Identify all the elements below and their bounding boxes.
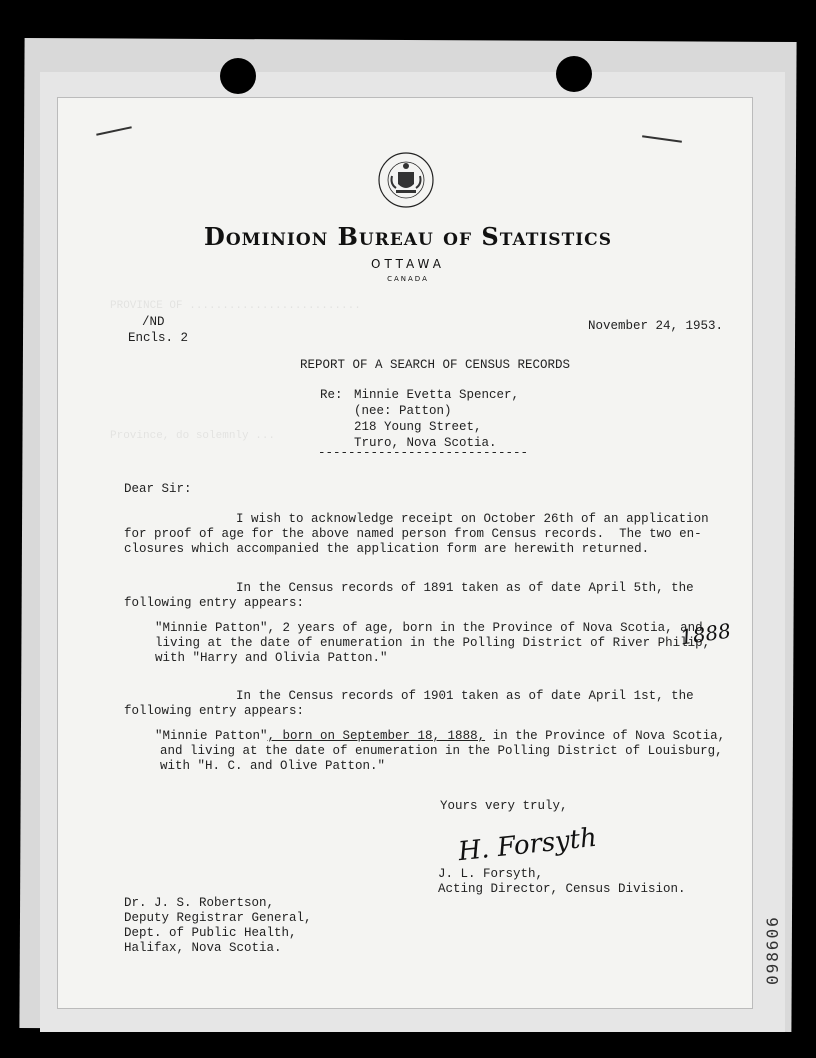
org-country: CANADA [387,275,429,283]
recipient-line: Dr. J. S. Robertson, [124,896,275,910]
re-line: Minnie Evetta Spencer, [354,388,520,402]
quote-line [155,729,725,744]
file-ref: /ND [142,315,165,329]
signer-title: Acting Director, Census Division. [438,882,686,896]
document-number: 098606 [763,915,782,985]
coat-of-arms-seal [376,146,436,218]
recipient-line: Deputy Registrar General, [124,911,312,925]
quote-start: "Minnie Patton" [155,729,268,743]
re-line: (nee: Patton) [354,404,452,418]
body-line: I wish to acknowledge receipt on October 26th of an application [236,512,709,526]
body-line: In the Census records of 1891 taken as of date April 5th, the [236,581,694,595]
report-title: REPORT OF A SEARCH OF CENSUS RECORDS [300,358,571,372]
closing: Yours very truly, [440,799,568,813]
body-line: following entry appears: [124,596,305,610]
recipient-line: Halifax, Nova Scotia. [124,941,282,955]
re-line: 218 Young Street, [354,420,482,434]
signature: H. Forsyth [456,822,599,868]
body-line: closures which accompanied the application form are herewith returned. [124,542,650,556]
handwritten-margin-note: 1888 [678,618,733,650]
bleed-through-text: PROVINCE OF .......................... [110,300,361,312]
re-label: Re: [320,388,343,402]
letter-date: November 24, 1953. [588,319,724,333]
underlined-birthdate: , born on September 18, 1888, [267,729,486,743]
signer-name: J. L. Forsyth, [438,867,544,881]
quote-end: in the Province of Nova Scotia, [485,729,726,743]
enclosures: Encls. 2 [128,331,189,345]
bleed-through-text: Province, do solemnly ... [110,430,276,442]
body-line: In the Census records of 1901 taken as of date April 1st, the [236,689,694,703]
body-line: following entry appears: [124,704,305,718]
quote-line: with "Harry and Olivia Patton." [155,651,388,665]
punch-hole-right [556,56,592,92]
punch-hole-left [220,58,256,94]
re-rule: ---------------------------- [318,446,529,460]
org-name: Dominion Bureau of Statistics [204,222,612,251]
re-line: Truro, Nova Scotia. [354,436,497,450]
quote-line: and living at the date of enumeration in the Polling District of Louisburg, [160,744,723,758]
quote-line: living at the date of enumeration in the Polling District of River Philip, [155,636,711,650]
quote-line: "Minnie Patton", 2 years of age, born in the Province of Nova Scotia, and [155,621,703,635]
body-line: for proof of age for the above named person from Census records. The two en- [124,527,702,541]
salutation: Dear Sir: [124,482,192,496]
org-city: OTTAWA [371,257,445,271]
quote-line: with "H. C. and Olive Patton." [160,759,386,773]
recipient-line: Dept. of Public Health, [124,926,297,940]
